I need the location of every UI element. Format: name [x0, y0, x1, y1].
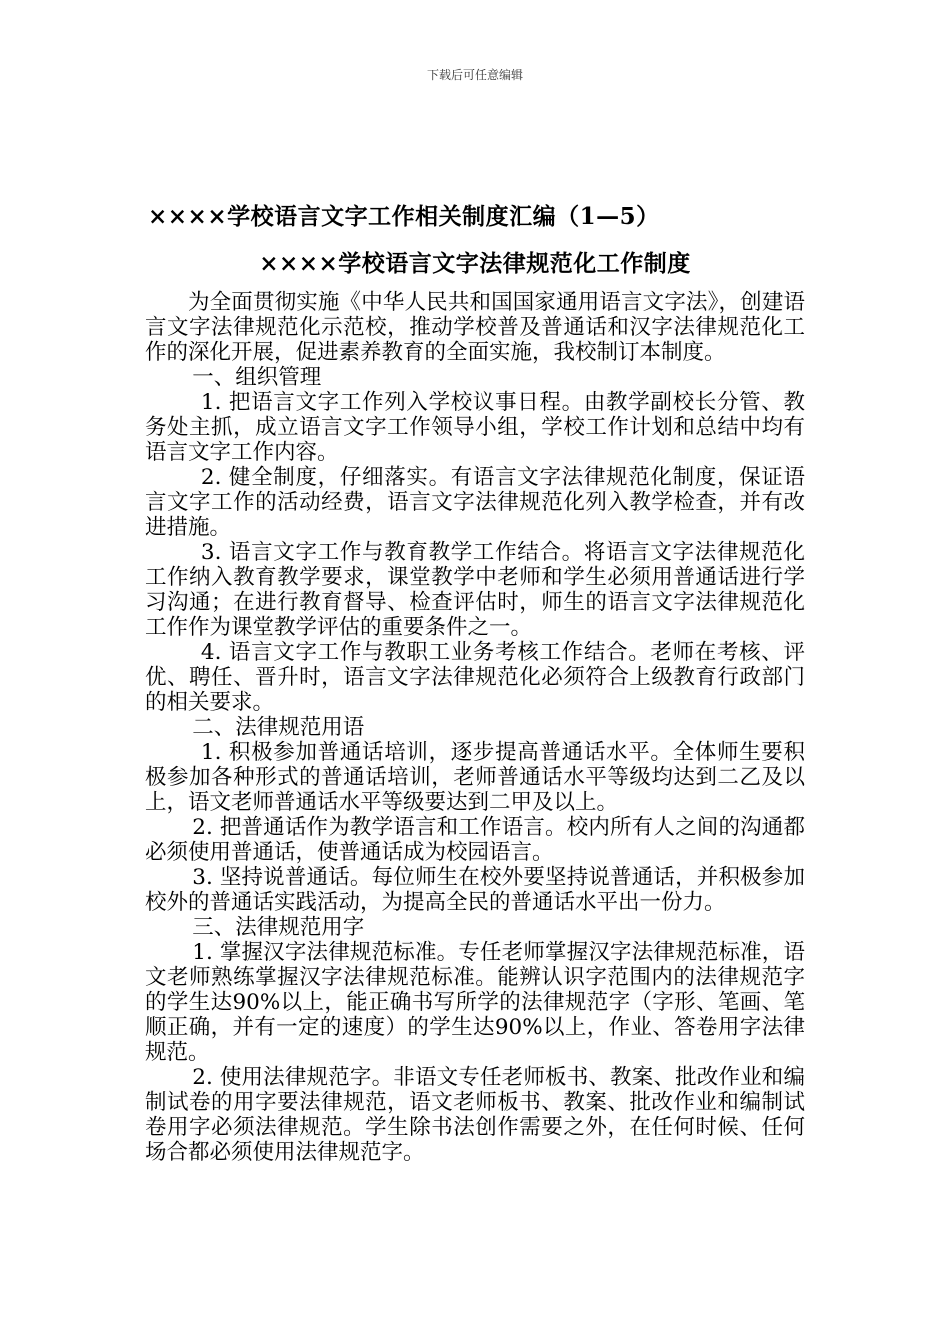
section-heading: 二、法律规范用语: [192, 715, 365, 740]
section-item: 2. 使用法律规范字。非语文专任老师板书、教案、批改作业和编制试卷的用字要法律规范，语文老师板书、教案、批改作业和编制试卷用字必须法律规范。学生除书法创作需要之外，在任何时候、任何场合都必须使用法律规范字。: [145, 1065, 805, 1165]
section-item: 1. 掌握汉字法律规范标准。专任老师掌握汉字法律规范标准，语文老师熟练掌握汉字法律规范标准。能辨认识字范围内的法律规范字的学生达90%以上，能正确书写所学的法律规范字（字形、笔画、笔顺正确，并有一定的速度）的学生达90%以上，作业、答卷用字法律规范。: [145, 940, 805, 1065]
page-header-note: 下载后可任意编辑: [426, 68, 523, 82]
section-item: 1. 积极参加普通话培训，逐步提高普通话水平。全体师生要积极参加各种形式的普通话培训，老师普通话水平等级均达到二乙及以上，语文老师普通话水平等级要达到二甲及以上。: [145, 740, 805, 815]
document-title: ××××学校语言文字工作相关制度汇编（1—5）: [148, 203, 660, 230]
section-item: 1. 把语言文字工作列入学校议事日程。由教学副校长分管、教务处主抓，成立语言文字工作领导小组，学校工作计划和总结中均有语言文字工作内容。: [145, 390, 805, 465]
intro-paragraph: 为全面贯彻实施《中华人民共和国国家通用语言文字法》，创建语言文字法律规范化示范校，推动学校普及普通话和汉字法律规范化工作的深化开展，促进素养教育的全面实施，我校制订本制度。: [145, 290, 805, 365]
document-subtitle: ××××学校语言文字法律规范化工作制度: [259, 250, 691, 277]
section-item: 3. 语言文字工作与教育教学工作结合。将语言文字法律规范化工作纳入教育教学要求，课堂教学中老师和学生必须用普通话进行学习沟通；在进行教育督导、检查评估时，师生的语言文字法律规范化工作作为课堂教学评估的重要条件之一。: [145, 540, 805, 640]
section-heading: 三、法律规范用字: [192, 915, 365, 940]
document-body: [145, 290, 805, 1165]
section-item: 4. 语言文字工作与教职工业务考核工作结合。老师在考核、评优、聘任、晋升时，语言文字法律规范化必须符合上级教育行政部门的相关要求。: [145, 640, 805, 715]
section-item: 2. 把普通话作为教学语言和工作语言。校内所有人之间的沟通都必须使用普通话，使普通话成为校园语言。: [145, 815, 805, 865]
section-item: 2. 健全制度，仔细落实。有语言文字法律规范化制度，保证语言文字工作的活动经费，语言文字法律规范化列入教学检查，并有改进措施。: [145, 465, 805, 540]
section-item: 3. 坚持说普通话。每位师生在校外要坚持说普通话，并积极参加校外的普通话实践活动，为提高全民的普通话水平出一份力。: [145, 865, 805, 915]
section-heading: 一、组织管理: [192, 365, 322, 390]
